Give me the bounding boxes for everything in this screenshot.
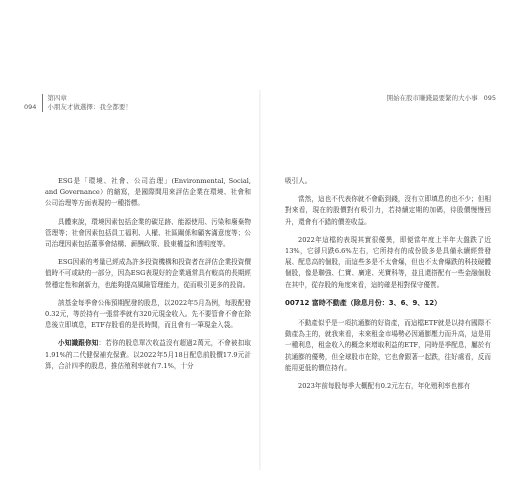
chapter-title: 小朋友才做選擇：我全都要！ (47, 103, 132, 111)
paragraph: 不動產似乎是一項抗通膨的好資產，而這檔ETF就是以持有國際不動產為主的，就我來看，未來租金市場勢必因通膨壓力而升高，這是用一種利息，租金收入的概念來增取利益的ETF，同時是季配息，屬於有抗通膨的優勢，但全球股市在除，它也會跟著一起跌，往好處看，反而能用更低的價位持有。 (285, 319, 491, 372)
paragraph: 2022年這檔的表現其實很優異，即便當年度上半年大盤跌了近13%，它卻只跌6.6%左右，它所持有的成份股多是具備永續經營發展、配息高的個股，而這些多是不太會爆，但也不太會爆跌的科技硬體個股，像是聯強、仁寶、廣達、光寶科等，並且還搭配有一些金融個股在其中，從存股的角度來看，這的確是相對保守優質。 (285, 235, 491, 289)
paragraph: 2023年前每股每季大概配有0.2元左右，年化殖利率也都有 (298, 382, 471, 391)
right-running-title: 開始在股市賺錢最要緊的大小事 (386, 94, 478, 102)
section-subheading: 00712 富時不動產（除息月份：3、6、9、12） (285, 298, 442, 307)
right-page-body (285, 176, 491, 399)
tip-paragraph (45, 338, 251, 372)
book-gutter (259, 90, 261, 470)
left-page-header (24, 94, 132, 112)
left-page-body (45, 176, 251, 379)
paragraph: 具體來說，環境因素包括企業的碳足跡、能源使用、污染和廢棄物管理等；社會因素包括員工福利、人權、社區關係和顧客滿意度等；公司治理因素包括董事會結構、薪酬政策、股東權益和透明度等。 (45, 217, 251, 249)
tip-label: 小知識跟你知 (58, 339, 99, 348)
chapter-number: 第四章 (47, 94, 67, 102)
paragraph: 當然，這也不代表你就不會虧到錢，沒有立即填息的也不少；但相對來看，現在的股價對有吸引力，若持續定期的加碼，待股價慢慢回升，還會有不錯的價差收益。 (285, 195, 491, 226)
paragraph: ESG因素的考量已經成為許多投資機構和投資者在評估企業投資價值時不可或缺的一部分，因為ESG表現好的企業通常具有較高的長期經營穩定性和創新力，也能夠提高風險管理能力，從而吸引更多的投資。 (45, 258, 251, 289)
left-page-number: 094 (24, 103, 37, 111)
paragraph: 該基金每季會公佈預期配發的股息，以2022年5月為例，每股配發0.32元，等於持有一張當季就有320元現金收入。先不要管會不會在除息後立即填息，ETF存股看的是長時間，而且會有一筆現金入袋。 (45, 298, 251, 330)
paragraph: ESG是「環境、社會、公司治理」(Environmental, Social, and Governance）的縮寫，是國際間用來評估企業在環境、社會和公司治理等方面表現的一種指標。 (45, 177, 251, 208)
paragraph: 吸引人。 (285, 177, 312, 185)
right-page-number: 095 (483, 94, 496, 102)
chapter-heading (42, 94, 132, 112)
right-page-header (387, 94, 496, 103)
tip-text: ：若你的股息單次收益沒有超過2萬元，不會被扣取1.91%的二代健保補充保費。以2022年5月18日配息前股價17.9元計算，合計四季的股息，推估殖利率就有7.1%，十分 (45, 339, 252, 370)
